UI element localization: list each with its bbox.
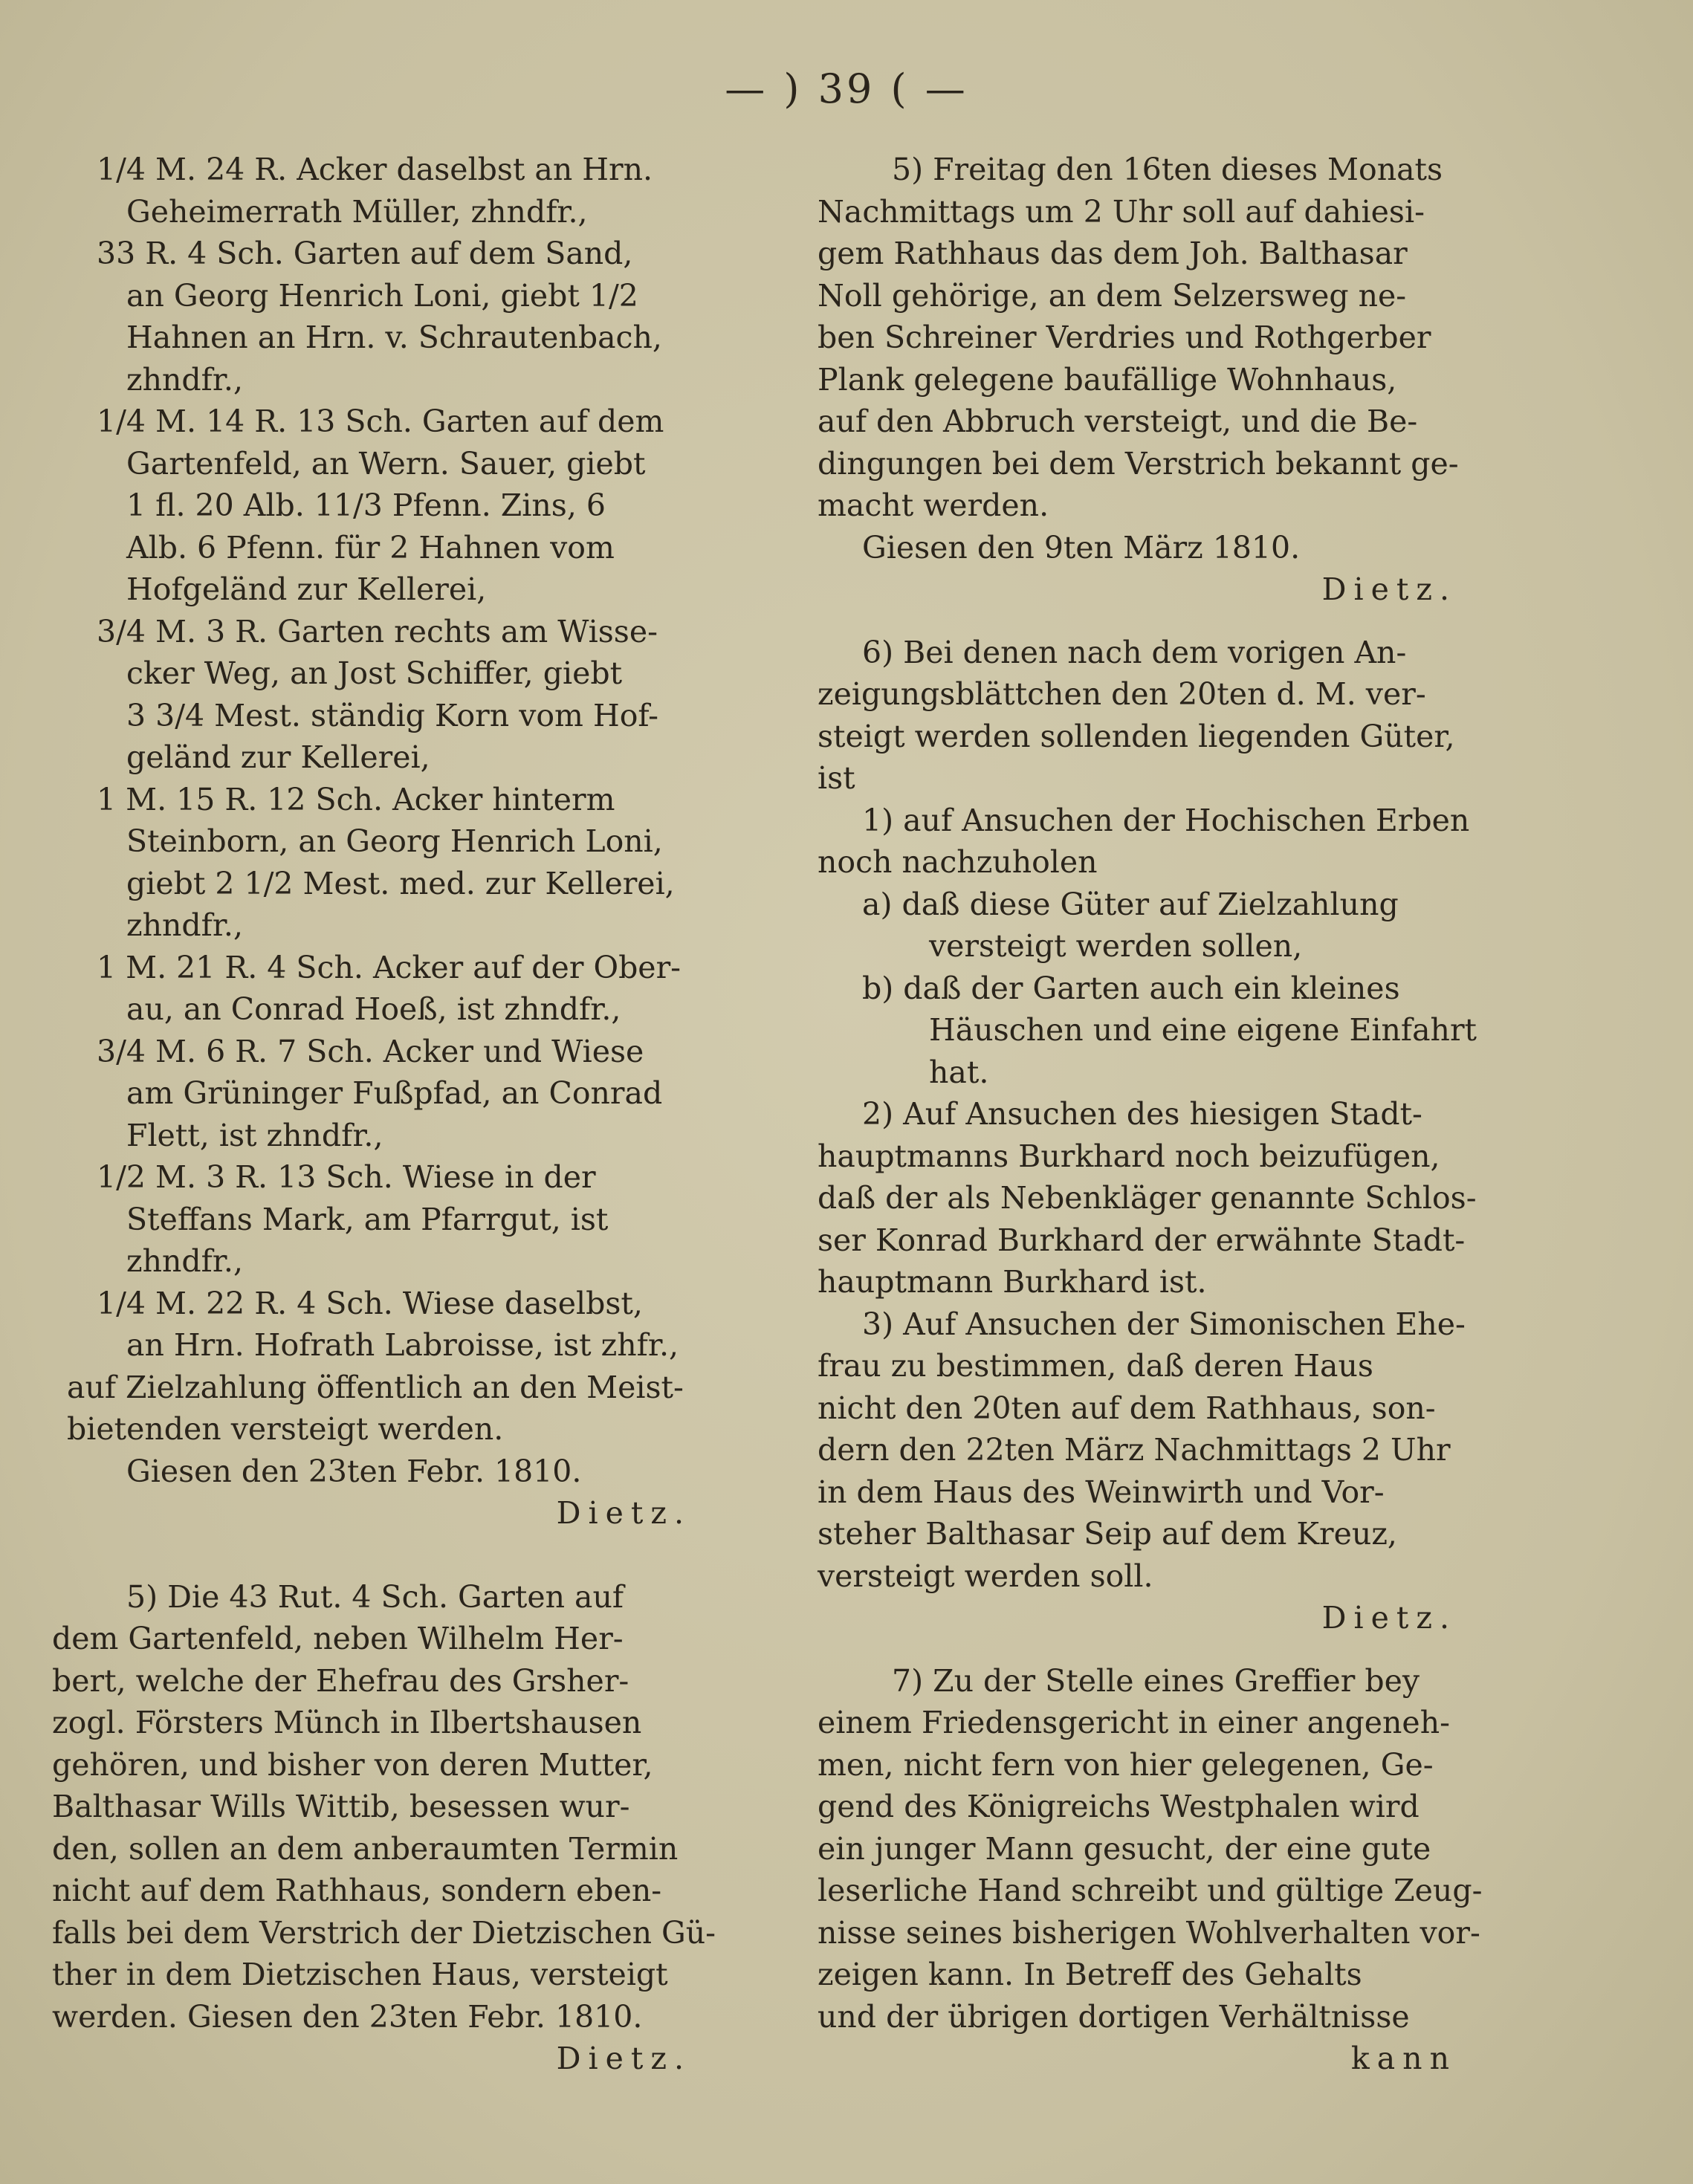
notice-line: zeigungsblättchen den 20ten d. M. ver- (818, 676, 1426, 712)
right-column (788, 149, 1538, 2080)
entry-line: 1/4 M. 14 R. 13 Sch. Garten auf dem (97, 404, 664, 439)
notice-line: b) daß der Garten auch ein kleines (862, 970, 1400, 1006)
entry-line: Flett, ist zhndfr., (126, 1117, 383, 1153)
notice-line: bert, welche der Ehefrau des Grsher- (52, 1662, 629, 1699)
entry-line: geländ zur Kellerei, (126, 739, 430, 775)
notice-line: macht werden. (818, 487, 1049, 523)
entry-line: zhndfr., (126, 361, 243, 398)
notice-line: versteigt werden sollen, (929, 928, 1303, 964)
notice-line: Häuschen und eine eigene Einfahrt (929, 1012, 1477, 1048)
notice-line: 6) Bei denen nach dem vorigen An- (862, 634, 1407, 670)
entry-line: bietenden versteigt werden. (67, 1411, 504, 1447)
notice-line: steigt werden sollenden liegenden Güter, (818, 718, 1455, 754)
entry-line: am Grüninger Fußpfad, an Conrad (126, 1075, 663, 1111)
entry-line: an Georg Henrich Loni, giebt 1/2 (126, 277, 638, 314)
notice-line: Plank gelegene baufällige Wohnhaus, (818, 361, 1397, 398)
entry-line: au, an Conrad Hoeß, ist zhndfr., (126, 991, 621, 1027)
notice-line: leserliche Hand schreibt und gültige Zeug- (818, 1873, 1483, 1908)
notice-line: ein junger Mann gesucht, der eine gute (818, 1830, 1431, 1867)
notice-line: Balthasar Wills Wittib, besessen wur- (52, 1789, 630, 1824)
notice-line: Nachmittags um 2 Uhr soll auf dahiesi- (818, 193, 1425, 230)
notice-line: 5) Freitag den 16ten dieses Monats (892, 152, 1443, 187)
notice-line: daß der als Nebenkläger genannte Schlos- (818, 1180, 1477, 1216)
entry-line: Steffans Mark, am Pfarrgut, ist (126, 1201, 609, 1237)
notice-line: 1) auf Ansuchen der Hochischen Erben (862, 802, 1470, 838)
notice-line: ser Konrad Burkhard der erwähnte Stadt- (818, 1222, 1466, 1258)
signature: Dietz. (1321, 571, 1457, 607)
notice-line: hauptmann Burkhard ist. (818, 1264, 1207, 1300)
signature: Dietz. (556, 2041, 691, 2076)
notice-line: 7) Zu der Stelle eines Greffier bey (892, 1662, 1420, 1699)
notice-line: und der übrigen dortigen Verhältnisse (818, 1998, 1410, 2035)
notice-line: in dem Haus des Weinwirth und Vor- (818, 1474, 1385, 1510)
notice-line: hat. (929, 1054, 989, 1090)
notice-line: dingungen bei dem Verstrich bekannt ge- (818, 445, 1459, 482)
entry-line: giebt 2 1/2 Mest. med. zur Kellerei, (126, 865, 675, 901)
dateline: Giesen den 23ten Febr. 1810. (126, 1453, 582, 1489)
notice-line: Noll gehörige, an dem Selzersweg ne- (818, 277, 1407, 314)
notice-line: dern den 22ten März Nachmittags 2 Uhr (818, 1432, 1451, 1468)
notice-line: hauptmanns Burkhard noch beizufügen, (818, 1138, 1440, 1174)
entry-line: zhndfr., (126, 1243, 243, 1279)
notice-line: gend des Königreichs Westphalen wird (818, 1789, 1420, 1824)
left-column (22, 149, 773, 2080)
entry-line: 33 R. 4 Sch. Garten auf dem Sand, (97, 236, 633, 271)
entry-line: zhndfr., (126, 907, 243, 943)
notice-line: zeigen kann. In Betreff des Gehalts (818, 1957, 1362, 1992)
notice-line: versteigt werden soll. (818, 1558, 1153, 1594)
signature: Dietz. (556, 1495, 691, 1531)
catchword: kann (1350, 2041, 1457, 2076)
notice-line: frau zu bestimmen, daß deren Haus (818, 1348, 1373, 1384)
entry-line: 1 M. 21 R. 4 Sch. Acker auf der Ober- (97, 949, 682, 985)
signature: Dietz. (1321, 1600, 1457, 1636)
entry-line: 3/4 M. 6 R. 7 Sch. Acker und Wiese (97, 1033, 644, 1069)
entry-line: Hahnen an Hrn. v. Schrautenbach, (126, 320, 662, 355)
entry-line: Steinborn, an Georg Henrich Loni, (126, 823, 663, 859)
notice-line: ther in dem Dietzischen Haus, versteigt (52, 1957, 668, 1992)
entry-line: 3/4 M. 3 R. Garten rechts am Wisse- (97, 613, 658, 649)
entry-line: an Hrn. Hofrath Labroisse, ist zhfr., (126, 1327, 679, 1363)
entry-line: 3 3/4 Mest. ständig Korn vom Hof- (126, 697, 658, 733)
entry-line: cker Weg, an Jost Schiffer, giebt (126, 655, 623, 691)
entry-line: 1 M. 15 R. 12 Sch. Acker hinterm (97, 781, 615, 817)
notice-line: a) daß diese Güter auf Zielzahlung (862, 886, 1399, 922)
notice-line: gehören, und bisher von deren Mutter, (52, 1746, 653, 1783)
notice-line: noch nachzuholen (818, 844, 1098, 880)
notice-line: 3) Auf Ansuchen der Simonischen Ehe- (862, 1306, 1466, 1342)
entry-line: 1/4 M. 24 R. Acker daselbst an Hrn. (97, 152, 653, 187)
notice-line: dem Gartenfeld, neben Wilhelm Her- (52, 1621, 624, 1656)
entry-line: Geheimerrath Müller, zhndfr., (126, 193, 588, 230)
notice-line: steher Balthasar Seip auf dem Kreuz, (818, 1516, 1397, 1552)
page-header: — ) 39 ( — (725, 65, 968, 112)
notice-line: werden. Giesen den 23ten Febr. 1810. (52, 1998, 643, 2035)
entry-line: Hofgeländ zur Kellerei, (126, 571, 487, 607)
notice-line: ist (818, 760, 855, 796)
notice-line: auf den Abbruch versteigt, und die Be- (818, 404, 1418, 439)
notice-line: gem Rathhaus das dem Joh. Balthasar (818, 236, 1408, 271)
notice-line: zogl. Försters Münch in Ilbertshausen (52, 1705, 642, 1740)
notice-line: einem Friedensgericht in einer angeneh- (818, 1705, 1450, 1740)
notice-line: nicht auf dem Rathhaus, sondern eben- (52, 1873, 662, 1908)
notice-line: falls bei dem Verstrich der Dietzischen Gü- (52, 1914, 716, 1951)
notice-line: ben Schreiner Verdries und Rothgerber (818, 320, 1431, 355)
entry-line: 1/2 M. 3 R. 13 Sch. Wiese in der (97, 1159, 596, 1195)
dateline: Giesen den 9ten März 1810. (862, 529, 1301, 566)
entry-line: Alb. 6 Pfenn. für 2 Hahnen vom (126, 529, 615, 566)
entry-line: 1 fl. 20 Alb. 11/3 Pfenn. Zins, 6 (126, 487, 606, 523)
notice-line: 2) Auf Ansuchen des hiesigen Stadt- (862, 1096, 1422, 1132)
entry-line: 1/4 M. 22 R. 4 Sch. Wiese daselbst, (97, 1285, 643, 1321)
entry-line: Gartenfeld, an Wern. Sauer, giebt (126, 445, 646, 482)
notice-line: den, sollen an dem anberaumten Termin (52, 1830, 679, 1867)
notice-line: men, nicht fern von hier gelegenen, Ge- (818, 1746, 1434, 1783)
notice-line: 5) Die 43 Rut. 4 Sch. Garten auf (126, 1578, 624, 1615)
notice-line: nicht den 20ten auf dem Rathhaus, son- (818, 1390, 1436, 1426)
entry-line: auf Zielzahlung öffentlich an den Meist- (67, 1369, 684, 1405)
notice-line: nisse seines bisherigen Wohlverhalten vor- (818, 1914, 1480, 1951)
